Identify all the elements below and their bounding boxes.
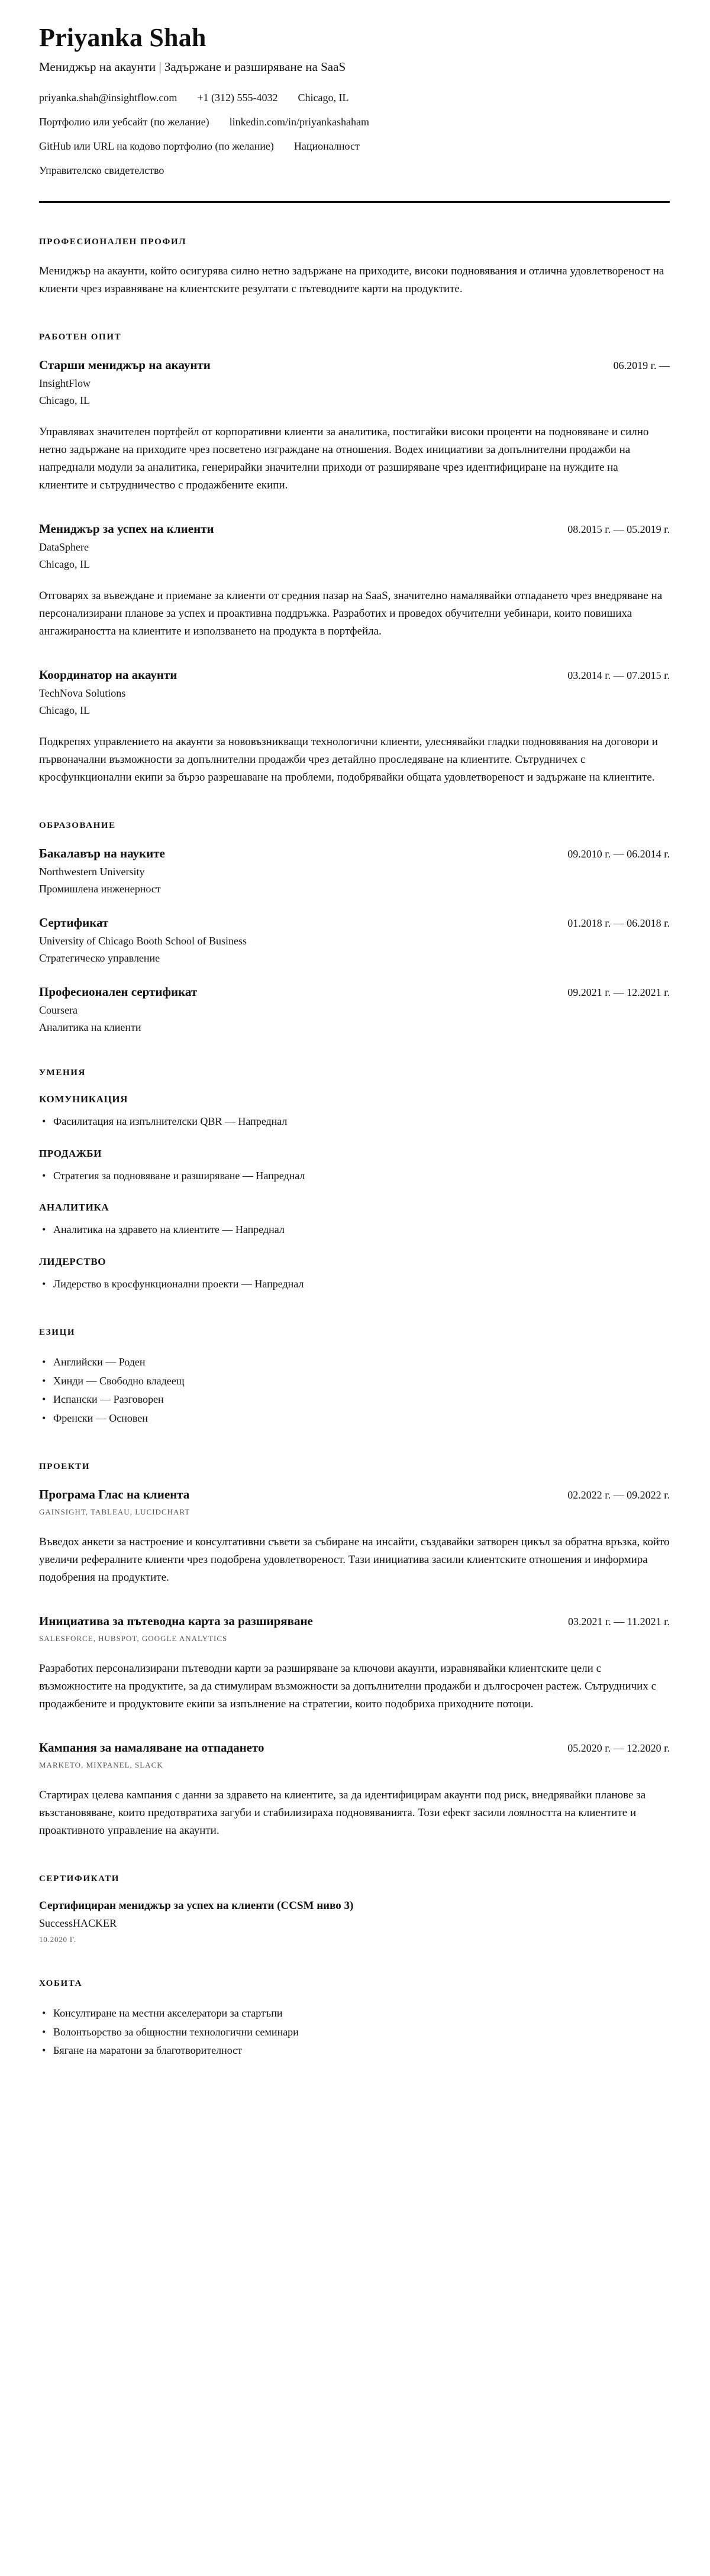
- job-title: Координатор на акаунти: [39, 668, 178, 682]
- profile-text: Мениджър на акаунти, който осигурява силно нетно задържане на приходите, високи подновявания и отлична удовлетвореност на клиенти чрез изравняване на клиентските резултати с пътеводните карти на продуктите.: [39, 265, 664, 296]
- skill-list: [39, 1167, 670, 1186]
- school-name: Northwestern University: [39, 866, 145, 878]
- experience-entry: [39, 668, 670, 787]
- hobby-item: • Бягане на маратони за благотворителност: [39, 2041, 670, 2060]
- section-hobbies: [39, 1979, 670, 2060]
- skill-list: [39, 1112, 670, 1131]
- education-dates: 09.2010 г. — 06.2014 г.: [567, 848, 670, 860]
- certificate-entry: [39, 1899, 670, 1944]
- skill-group: [39, 1148, 670, 1186]
- contact-row-1: [39, 90, 670, 106]
- contact-row-2: [39, 114, 670, 130]
- degree-title: Сертификат: [39, 915, 109, 930]
- experience-entry-head: [39, 358, 670, 373]
- skills-heading: УМЕНИЯ: [39, 1068, 86, 1078]
- job-description: Отговарях за въвеждане и приемане за клиенти от средния пазар на SaaS, значително намалявайки отпадането чрез внедряване на персонализирани планове за успех и проактивна поддръжка. Разработих и проведох обучителни уебинари, които повишиха ангажираността на клиентите и използването на продукта в портфейла.: [39, 590, 663, 638]
- certificates-heading: СЕРТИФИКАТИ: [39, 1874, 120, 1884]
- language-item: • Испански — Разговорен: [39, 1390, 670, 1409]
- job-title: Мениджър за успех на клиенти: [39, 522, 214, 536]
- language-list: [39, 1353, 670, 1428]
- section-projects: [39, 1462, 670, 1840]
- degree-title: Професионален сертификат: [39, 985, 198, 999]
- experience-entry-head: [39, 522, 670, 536]
- project-title: Инициатива за пътеводна карта за разширяване: [39, 1614, 313, 1629]
- driving-license-text: Управителско свидетелство: [39, 164, 164, 176]
- field-of-study: Стратегическо управление: [39, 952, 160, 965]
- job-description: Подкрепях управлението на акаунти за нововъзникващи технологични клиенти, улеснявайки гладки подновявания на договори и първоначални възможности за допълнителни продажби чрез детайлно проследяване на клиентите. Сътрудничех с кросфункционални екипи за бързо разрешаване на проблеми, подобрявайки общата удовлетвореност и задържане на клиентите.: [39, 736, 658, 784]
- project-description: Стартирах целева кампания с данни за здравето на клиентите, за да идентифицирам акаунти под риск, внедрявайки планове за възстановяване, които предотвратиха загуби и стабилизираха подновяванията. Този ефект засили лоялността на клиентите и проактивното управление на акаунти.: [39, 1789, 646, 1837]
- project-entry-head: [39, 1740, 670, 1755]
- project-description: Разработих персонализирани пътеводни карти за разширяване за ключови акаунти, изравнявайки клиентските цели с възможностите на продуктите, за да стимулирам възможности за допълнителни продажби и дългосрочен растеж. Сътрудничих с продажбените и продуктовите екипи за изпълнение на стратегии, които подобриха приходните потоци.: [39, 1662, 657, 1711]
- candidate-name: Priyanka Shah: [39, 23, 206, 52]
- education-dates: 09.2021 г. — 12.2021 г.: [567, 986, 670, 999]
- hobby-item: • Консултиране на местни акселератори за стартъпи: [39, 2004, 670, 2023]
- language-item: • Хинди — Свободно владеещ: [39, 1372, 670, 1391]
- section-certificates: [39, 1874, 670, 1944]
- school-name: Coursera: [39, 1004, 78, 1017]
- language-item: • Френски — Основен: [39, 1409, 670, 1428]
- certificate-issuer: SuccessHACKER: [39, 1917, 117, 1930]
- header-divider: [39, 201, 670, 203]
- project-dates: 03.2021 г. — 11.2021 г.: [567, 1616, 670, 1628]
- education-entry: [39, 915, 670, 965]
- school-name: University of Chicago Booth School of Business: [39, 935, 247, 947]
- section-languages: [39, 1328, 670, 1428]
- job-dates: 03.2014 г. — 07.2015 г.: [567, 669, 670, 682]
- section-skills: [39, 1068, 670, 1293]
- resume-header: [39, 22, 670, 179]
- experience-entry-head: [39, 668, 670, 682]
- skill-item: • Фасилитация на изпълнителски QBR — Напреднал: [39, 1112, 670, 1131]
- education-entry-head: [39, 846, 670, 861]
- job-location: Chicago, IL: [39, 704, 90, 717]
- project-dates: 05.2020 г. — 12.2020 г.: [567, 1742, 670, 1755]
- education-entry: [39, 985, 670, 1034]
- education-entry: [39, 846, 670, 895]
- skill-group-name: КОМУНИКАЦИЯ: [39, 1093, 128, 1105]
- skill-group-name: ПРОДАЖБИ: [39, 1147, 102, 1159]
- field-of-study: Аналитика на клиенти: [39, 1021, 141, 1034]
- hobby-list: [39, 2004, 670, 2060]
- education-entry-head: [39, 985, 670, 999]
- project-tools: GAINSIGHT, TABLEAU, LUCIDCHART: [39, 1507, 191, 1517]
- skill-list: [39, 1275, 670, 1294]
- job-dates: 06.2019 г. —: [613, 360, 670, 372]
- job-location: Chicago, IL: [39, 558, 90, 571]
- project-tools: SALESFORCE, HUBSPOT, GOOGLE ANALYTICS: [39, 1634, 228, 1643]
- language-item: • Английски — Роден: [39, 1353, 670, 1372]
- profile-heading: ПРОФЕСИОНАЛЕН ПРОФИЛ: [39, 237, 187, 247]
- project-entry: [39, 1487, 670, 1587]
- skill-group: [39, 1202, 670, 1240]
- experience-heading: РАБОТЕН ОПИТ: [39, 332, 122, 342]
- education-dates: 01.2018 г. — 06.2018 г.: [567, 917, 670, 930]
- certificate-date: 10.2020 Г.: [39, 1935, 76, 1944]
- field-of-study: Промишлена инженерност: [39, 883, 161, 895]
- portfolio-text: Портфолио или уебсайт (по желание): [39, 116, 209, 128]
- phone-text: +1 (312) 555-4032: [197, 92, 278, 103]
- job-description: Управлявах значителен портфейл от корпоративни клиенти за аналитика, постигайки високи проценти на подновяване и силно нетно задържане на приходите чрез посветено изграждане на отношения. Водех инициативи за допълнителни продажби на напреднали модули за аналитика, генерирайки значителни приходи от разширяване чрез идентифициране на нуждите на клиентите и сътрудничество с продажбените екипи.: [39, 426, 649, 492]
- github-text: GitHub или URL на кодово портфолио (по желание): [39, 140, 274, 152]
- project-entry-head: [39, 1487, 670, 1502]
- skill-group: [39, 1093, 670, 1131]
- company-name: InsightFlow: [39, 377, 91, 390]
- project-title: Кампания за намаляване на отпадането: [39, 1740, 264, 1755]
- company-name: DataSphere: [39, 541, 89, 554]
- degree-title: Бакалавър на науките: [39, 846, 165, 861]
- skill-item: • Лидерство в кросфункционални проекти — Напреднал: [39, 1275, 670, 1294]
- linkedin-text: linkedin.com/in/priyankashaham: [229, 116, 370, 128]
- contact-row-3: [39, 138, 670, 154]
- experience-entry: [39, 522, 670, 640]
- job-location: Chicago, IL: [39, 394, 90, 407]
- skill-group-name: АНАЛИТИКА: [39, 1202, 109, 1213]
- job-title: Старши мениджър на акаунти: [39, 358, 211, 373]
- section-education: [39, 821, 670, 1034]
- project-description: Въведох анкети за настроение и консултативни съвети за събиране на инсайти, създавайки затворен цикъл за обратна връзка, който увеличи рефералните клиенти чрез подобрена удовлетвореност. Тази инициатива засили клиентските отношения и информира подобрения на продуктите.: [39, 1536, 670, 1584]
- email-text: priyanka.shah@insightflow.com: [39, 92, 178, 103]
- skill-list: [39, 1221, 670, 1240]
- education-entry-head: [39, 915, 670, 930]
- project-entry: [39, 1740, 670, 1840]
- section-profile: [39, 237, 670, 298]
- job-dates: 08.2015 г. — 05.2019 г.: [567, 523, 670, 536]
- nationality-text: Националност: [293, 140, 360, 152]
- skill-item: • Аналитика на здравето на клиентите — Напреднал: [39, 1221, 670, 1240]
- education-heading: ОБРАЗОВАНИЕ: [39, 821, 116, 831]
- experience-entry: [39, 358, 670, 494]
- skill-group-name: ЛИДЕРСТВО: [39, 1255, 106, 1267]
- hobbies-heading: ХОБИТА: [39, 1979, 83, 1989]
- project-dates: 02.2022 г. — 09.2022 г.: [567, 1489, 670, 1501]
- candidate-title: Мениджър на акаунти | Задържане и разширяване на SaaS: [39, 60, 346, 74]
- project-entry: [39, 1614, 670, 1713]
- location-text: Chicago, IL: [298, 92, 349, 103]
- company-name: TechNova Solutions: [39, 687, 126, 700]
- projects-heading: ПРОЕКТИ: [39, 1462, 91, 1472]
- project-entry-head: [39, 1614, 670, 1629]
- project-title: Програма Глас на клиента: [39, 1487, 190, 1502]
- skill-item: • Стратегия за подновяване и разширяване — Напреднал: [39, 1167, 670, 1186]
- languages-heading: ЕЗИЦИ: [39, 1328, 76, 1338]
- project-tools: MARKETO, MIXPANEL, SLACK: [39, 1761, 163, 1770]
- contact-row-4: [39, 163, 670, 179]
- skill-group: [39, 1256, 670, 1294]
- certificate-title: Сертифициран мениджър за успех на клиенти (CCSM ниво 3): [39, 1899, 354, 1912]
- section-experience: [39, 332, 670, 787]
- hobby-item: • Волонтьорство за общностни технологични семинари: [39, 2023, 670, 2042]
